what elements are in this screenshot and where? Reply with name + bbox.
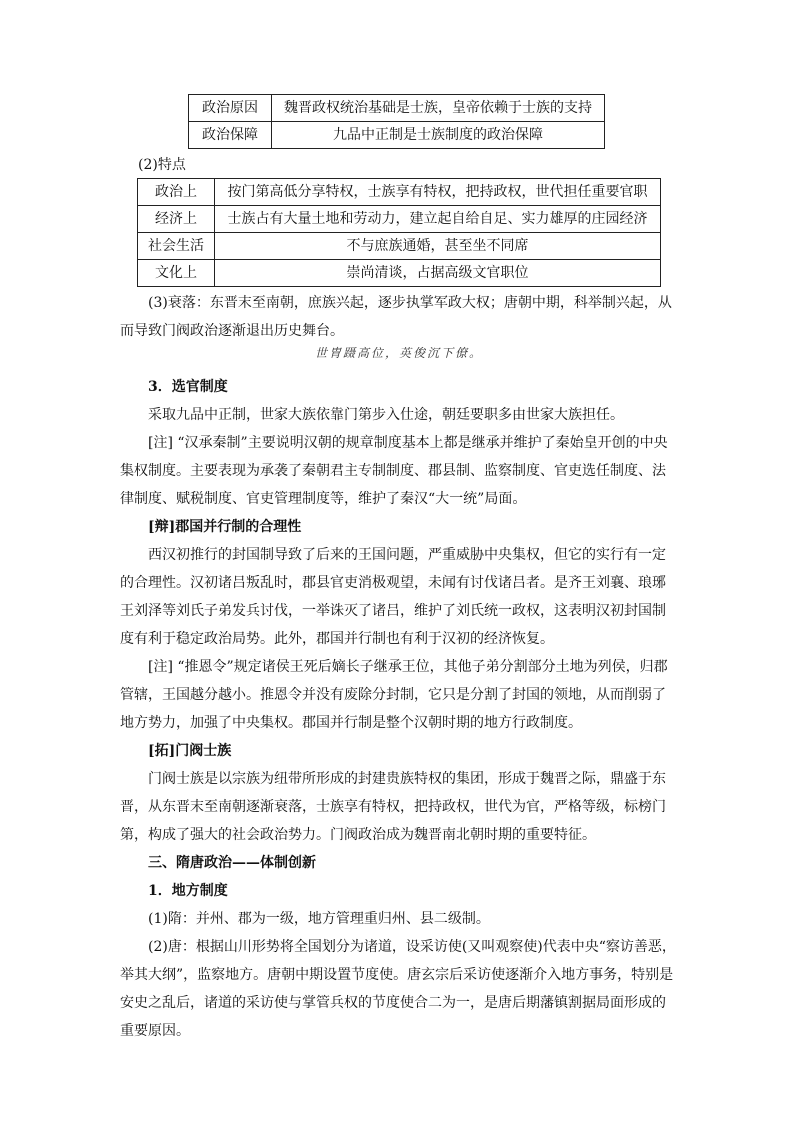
extension-heading: [拓]门阀士族 (148, 743, 232, 759)
local-system-heading: 1．地方制度 (148, 883, 228, 899)
table-row (189, 95, 605, 122)
row-value: 魏晋政权统治基础是士族，皇帝依赖于士族的支持 (272, 95, 605, 122)
tedian-heading: (2)特点 (138, 157, 186, 173)
table-row (189, 122, 605, 149)
tang-paragraph: (2)唐：根据山川形势将全国划分为诸道，设采访使(又叫观察使)代表中央“察访善恶， (148, 939, 676, 955)
note-paragraph: [注] “汉承秦制”主要说明汉朝的规章制度基本上都是继承并维护了秦始皇开创的中央 (148, 435, 668, 451)
debate-heading: [辩]郡国并行制的合理性 (148, 519, 302, 535)
tang-paragraph: 举其大纲”，监察地方。唐朝中期设置节度使。唐玄宗后采访使逐渐介入地方事务，特别是 (120, 967, 674, 983)
note-paragraph: 管辖，王国越分越小。推恩令并没有废除分封制，它只是分割了封国的领地，从而削弱了 (120, 687, 666, 703)
debate-paragraph: 王刘泽等刘氏子弟发兵讨伐，一举诛灭了诸吕，维护了刘氏统一政权，这表明汉初封国制 (120, 603, 666, 619)
tang-paragraph: 安史之乱后，诸道的采访使与掌管兵权的节度使合二为一，是唐后期藩镇割据局面形成的 (120, 995, 666, 1011)
section-3-heading: 3．选官制度 (148, 379, 228, 395)
row-value: 崇尚清谈，占据高级文官职位 (215, 260, 661, 287)
row-key: 政治保障 (189, 122, 272, 149)
row-key: 经济上 (138, 206, 215, 233)
extension-paragraph: 晋，从东晋末至南朝逐渐衰落，士族享有特权，把持政权，世代为官，严格等级，标榜门 (120, 799, 666, 815)
section-3-text: 采取九品中正制，世家大族依靠门第步入仕途，朝廷要职多由世家大族担任。 (148, 407, 624, 423)
note-paragraph: [注] “推恩令”规定诸侯王死后嫡长子继承王位，其他子弟分割部分土地为列侯，归郡 (148, 659, 668, 675)
note-paragraph: 地方势力，加强了中央集权。郡国并行制是整个汉朝时期的地方行政制度。 (120, 715, 582, 731)
row-key: 政治原因 (189, 95, 272, 122)
row-key: 文化上 (138, 260, 215, 287)
table-row (138, 179, 661, 206)
table-row (138, 233, 661, 260)
row-key: 社会生活 (138, 233, 215, 260)
decline-text: 而导致门阀政治逐渐退出历史舞台。 (120, 323, 344, 339)
table-row (138, 260, 661, 287)
section-three-heading: 三、隋唐政治——体制创新 (148, 855, 316, 871)
debate-paragraph: 的合理性。汉初诸吕叛乱时，郡县官吏消极观望，未闻有讨伐诸吕者。是齐王刘襄、琅琊 (120, 575, 666, 591)
politics-table (188, 94, 605, 149)
debate-paragraph: 西汉初推行的封国制导致了后来的王国问题，严重威胁中央集权，但它的实行有一定 (148, 547, 666, 563)
features-table (137, 178, 661, 287)
row-value: 不与庶族通婚，甚至坐不同席 (215, 233, 661, 260)
note-paragraph: 律制度、赋税制度、官吏管理制度等，维护了秦汉“大一统”局面。 (120, 491, 527, 507)
note-paragraph: 集权制度。主要表现为承袭了秦朝君主专制制度、郡县制、监察制度、官吏选任制度、法 (120, 463, 666, 479)
row-key: 政治上 (138, 179, 215, 206)
handwritten-note: 世胄蹑高位，英俊沉下僚。 (315, 346, 484, 360)
table-row (138, 206, 661, 233)
row-value: 士族占有大量土地和劳动力，建立起自给自足、实力雄厚的庄园经济 (215, 206, 661, 233)
extension-paragraph: 门阀士族是以宗族为纽带所形成的封建贵族特权的集团，形成于魏晋之际，鼎盛于东 (148, 771, 666, 787)
extension-paragraph: 第，构成了强大的社会政治势力。门阀政治成为魏晋南北朝时期的重要特征。 (120, 827, 596, 843)
debate-paragraph: 度有利于稳定政治局势。此外，郡国并行制也有利于汉初的经济恢复。 (120, 631, 554, 647)
tang-paragraph: 重要原因。 (120, 1023, 190, 1039)
decline-text: (3)衰落：东晋末至南朝，庶族兴起，逐步执掌军政大权；唐朝中期，科举制兴起，从 (148, 295, 672, 311)
sui-paragraph: (1)隋：并州、郡为一级，地方管理重归州、县二级制。 (148, 911, 490, 927)
row-value: 九品中正制是士族制度的政治保障 (272, 122, 605, 149)
row-value: 按门第高低分享特权，士族享有特权，把持政权，世代担任重要官职 (215, 179, 661, 206)
